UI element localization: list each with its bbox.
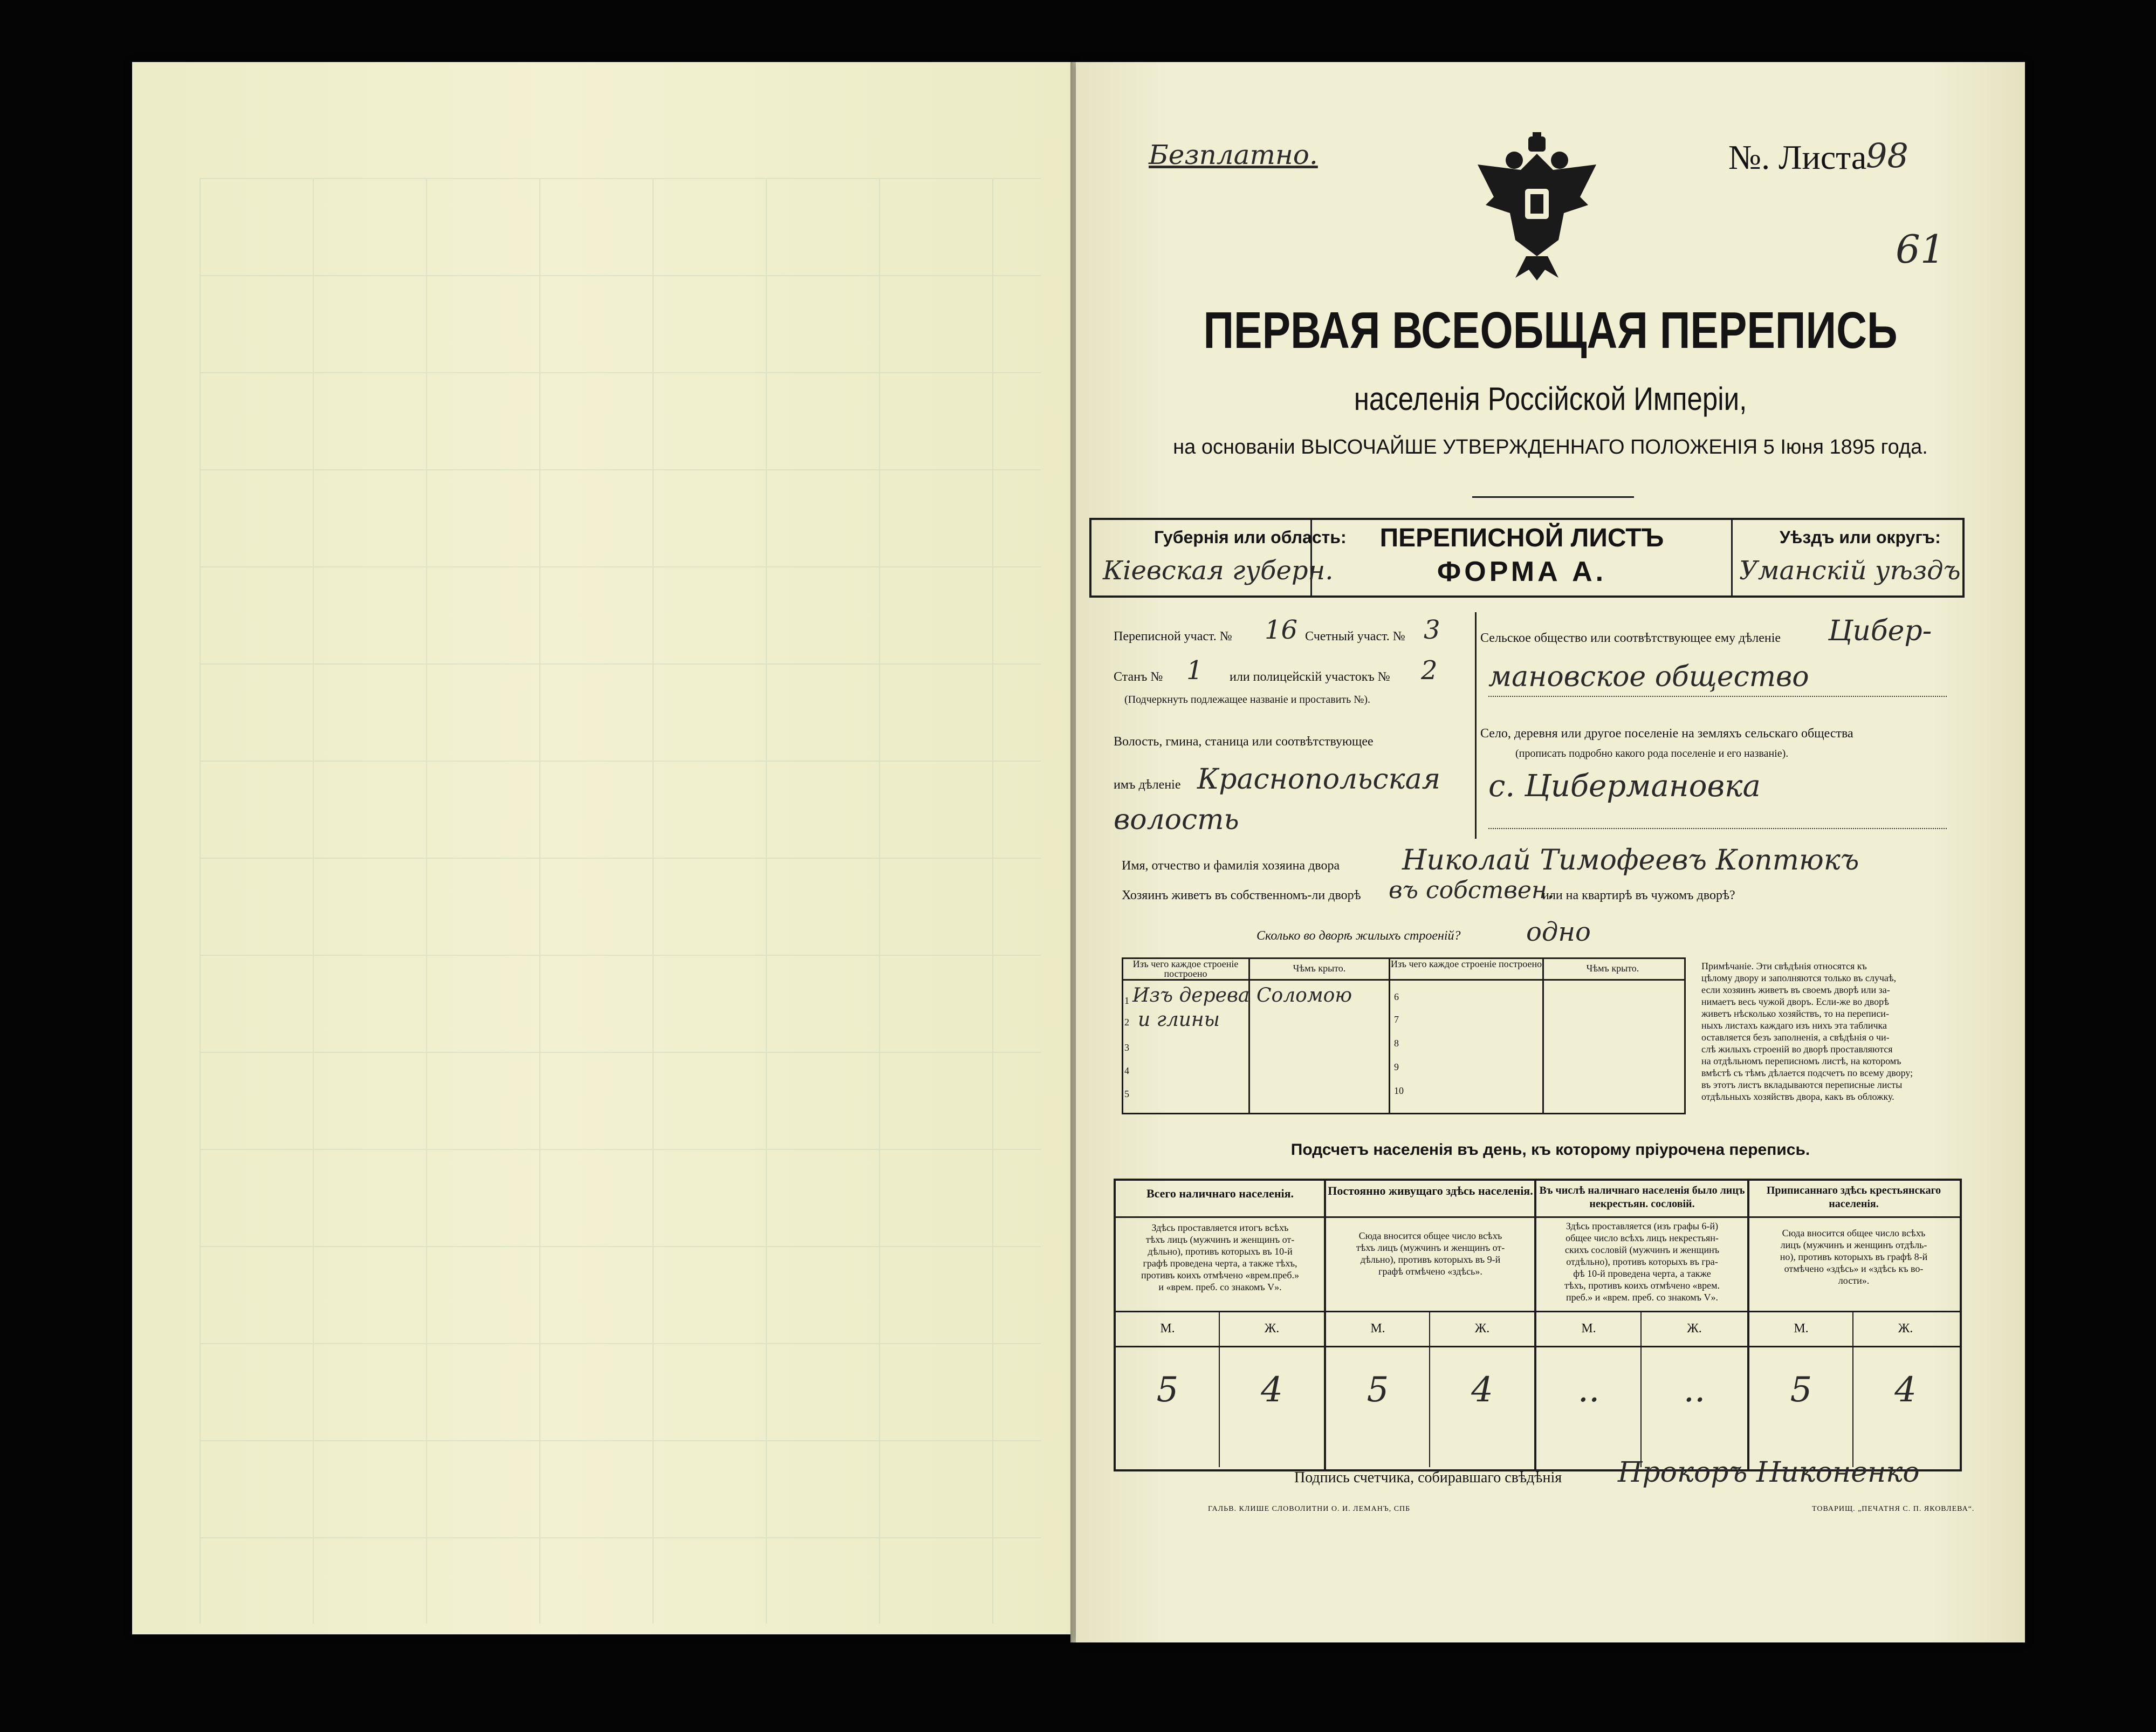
police-value: 2 (1421, 655, 1438, 686)
count-col-desc (1750, 1227, 1958, 1286)
stan-value: 1 (1186, 655, 1203, 686)
buildings-header-material-1: Изъ чего каждое строеніе построено (1132, 959, 1239, 979)
buildings-table (1122, 957, 1686, 1114)
signature-value: Прокоръ Никоненко (1618, 1456, 1920, 1489)
buildings-col-1 (1248, 957, 1250, 1114)
note-line: живетъ нѣсколько хозяйствъ, то на переписи- (1701, 1008, 1889, 1019)
desc-line: преб.» и «врем. преб. со знакомъ V». (1566, 1292, 1718, 1303)
desc-line: тѣхъ, противъ коихъ отмѣчено «врем. (1564, 1280, 1720, 1291)
desc-line: фѣ 10-й проведена черта, а также (1573, 1268, 1711, 1279)
buildings-header-roof-1: Чѣмъ крыто. (1293, 963, 1346, 974)
note-line: въ этотъ листъ вкладываются переписные листы (1701, 1079, 1903, 1090)
building-row-number: 10 (1394, 1085, 1404, 1096)
legal-basis: на основаніи ВЫСОЧАЙШЕ УТВЕРЖДЕННАГО ПОЛОЖЕНІЯ 5 Іюня 1895 года. (1173, 436, 1928, 458)
village-underline (1488, 828, 1947, 829)
desc-line: отдѣльно), противъ которыхъ въ гра- (1566, 1256, 1718, 1267)
buildings-header-rule (1122, 979, 1685, 981)
form-subtitle: ФОРМА А. (1437, 556, 1607, 587)
note-line: вмѣстѣ съ тѣмъ дѣлается подсчетъ по всему двору; (1701, 1067, 1913, 1078)
volost-label-1: Волость, гмина, станица или соотвѣтствующее (1114, 735, 1374, 749)
desc-line: тѣхъ лицъ (мужчинъ и женщинъ от- (1356, 1242, 1505, 1253)
desc-line: тѣхъ лицъ (мужчинъ и женщинъ от- (1145, 1234, 1295, 1245)
printer-imprint-left: ГАЛЬВ. КЛИШЕ СЛОВОЛИТНИ О. И. ЛЕМАНЪ, СПБ (1208, 1505, 1411, 1513)
count-desc-rule (1114, 1311, 1960, 1312)
building-row-number: 1 (1124, 995, 1129, 1006)
count-col-title: Въ числѣ наличнаго населенія было лицъ некрестьян. сословій. (1539, 1185, 1745, 1210)
building-row-number: 4 (1124, 1065, 1129, 1076)
buildings-label: Сколько во дворѣ жилыхъ строеній? (1256, 929, 1461, 943)
note-line: если хозяинъ живетъ въ своемъ дворѣ или за- (1701, 984, 1890, 995)
village-label: Село, деревня или другое поселеніе на земляхъ сельскаго общества (1480, 727, 1853, 741)
count-value: 4 (1894, 1370, 1917, 1410)
note-line: нимаетъ весь чужой дворъ. Если-же во дворѣ (1701, 996, 1889, 1007)
male-label: М. (1160, 1322, 1175, 1336)
buildings-header-material-2: Изъ чего каждое строеніе построено (1390, 959, 1542, 969)
building-row-number: 2 (1124, 1017, 1129, 1028)
note-line: оставляется безъ заполненія, а свѣдѣнія о чи- (1701, 1032, 1890, 1043)
count-section-title: Подсчетъ населенія въ день, къ которому пріурочена перепись. (1290, 1141, 1810, 1159)
residence-label-1: Хозяинъ живетъ въ собственномъ-ли дворѣ (1122, 888, 1361, 902)
buildings-col-3 (1542, 957, 1544, 1114)
desc-line: Сюда вносится общее число всѣхъ (1358, 1230, 1502, 1241)
region-divider-2 (1731, 518, 1733, 595)
count-value: 5 (1790, 1370, 1812, 1410)
buildings-col-2 (1389, 957, 1390, 1114)
residence-value: въ собствен. (1389, 877, 1555, 904)
volost-label-2: имъ дѣленіе (1114, 778, 1181, 792)
owner-label: Имя, отчество и фамилія хозяина двора (1122, 859, 1340, 873)
count-col-desc (1327, 1230, 1534, 1277)
residence-label-2: или на квартирѣ въ чужомъ дворѣ? (1542, 888, 1735, 902)
building-row-number: 7 (1394, 1014, 1399, 1025)
fields-divider (1475, 612, 1477, 839)
left-page (132, 62, 1073, 1634)
male-label: М. (1581, 1322, 1596, 1336)
desc-line: отмѣчено «здѣсь» и «здѣсь къ во- (1784, 1263, 1924, 1274)
printer-imprint-right: ТОВАРИЩ. „ПЕЧАТНЯ С. П. ЯКОВЛЕВА“. (1812, 1505, 1975, 1513)
note-line: ныхъ листахъ каждаго изъ нихъ эта табличка (1701, 1020, 1887, 1031)
building-row-number: 8 (1394, 1038, 1399, 1049)
uezd-value: Уманскій уѣздъ (1739, 556, 1961, 586)
buildings-header-roof-2: Чѣмъ крыто. (1586, 963, 1639, 974)
desc-line: общее число всѣхъ лицъ некрестьян- (1565, 1233, 1719, 1243)
free-label: Безплатно. (1149, 139, 1318, 170)
volost-value-1: Краснопольская (1197, 763, 1441, 796)
uezd-label: Уѣздъ или округъ: (1780, 528, 1941, 547)
desc-line: скихъ сословій (мужчинъ и женщинъ (1564, 1244, 1720, 1255)
count-col-title: Всего наличнаго населенія. (1146, 1187, 1294, 1200)
count-col-desc (1537, 1220, 1747, 1303)
society-value-2: мановское общество (1488, 661, 1809, 693)
buildings-value: одно (1526, 917, 1591, 947)
desc-line: Здѣсь проставляется итогъ всѣхъ (1151, 1222, 1289, 1233)
desc-line: графѣ отмѣчено «здѣсь». (1378, 1266, 1482, 1277)
show-through-grid (200, 178, 1041, 1624)
sheet-number-value: 98 (1866, 136, 1908, 175)
female-label: Ж. (1264, 1322, 1280, 1336)
male-label: М. (1794, 1322, 1809, 1336)
count-value: 4 (1471, 1370, 1493, 1410)
village-note: (прописать подробно какого рода поселеніе и его названіе). (1515, 748, 1789, 759)
count-col-title: Постоянно живущаго здѣсь населенія. (1328, 1184, 1533, 1197)
buildings-note (1701, 960, 1958, 1103)
count-col-divider (1534, 1179, 1536, 1469)
form-title: ПЕРЕПИСНОЙ ЛИСТЪ (1379, 524, 1664, 552)
desc-line: дѣльно), противъ которыхъ въ 9-й (1360, 1254, 1501, 1265)
desc-line: и «врем. преб. со знакомъ V». (1158, 1282, 1282, 1292)
desc-line: противъ коихъ отмѣчено «врем.преб.» (1141, 1270, 1299, 1281)
count-value: 5 (1367, 1370, 1389, 1410)
ornament-rule (1472, 496, 1634, 498)
desc-line: но), противъ которыхъ въ графѣ 8-й (1780, 1251, 1928, 1262)
sheet-number-label: №. Листа (1728, 138, 1867, 176)
count-value: 4 (1261, 1370, 1283, 1410)
society-value-1: Цибер- (1828, 615, 1932, 647)
building-row-number: 5 (1124, 1089, 1129, 1099)
building-row-material: и глины (1138, 1009, 1220, 1031)
subtitle: населенія Россійской Имперіи, (1354, 381, 1747, 417)
stan-label: Станъ № (1114, 670, 1163, 684)
note-line: отдѣльныхъ хозяйствъ двора, какъ въ обложку. (1701, 1091, 1894, 1102)
building-row-number: 6 (1394, 991, 1399, 1002)
male-label: М. (1370, 1322, 1385, 1336)
archive-number: 61 (1896, 227, 1945, 272)
count-value: 5 (1156, 1370, 1179, 1410)
building-row-number: 3 (1124, 1042, 1129, 1053)
count-mf-rule (1114, 1346, 1960, 1347)
count-col-title: Приписаннаго здѣсь крестьянскаго населенія. (1766, 1185, 1941, 1210)
count-district-value: 3 (1424, 615, 1440, 645)
census-district-value: 16 (1265, 615, 1298, 645)
note-line: слѣ жилыхъ строеній во дворѣ проставляются (1701, 1044, 1893, 1055)
desc-line: дѣльно), противъ которыхъ въ 10-й (1148, 1246, 1293, 1257)
desc-line: Здѣсь проставляется (изъ графы 6-й) (1565, 1221, 1719, 1231)
main-title: ПЕРВАЯ ВСЕОБЩАЯ ПЕРЕПИСЬ (1203, 302, 1898, 359)
village-value: с. Цибермановка (1488, 769, 1761, 804)
stan-note: (Подчеркнуть подлежащее названіе и проставить №). (1124, 694, 1370, 706)
note-line: цѣлому двору и заполняются только въ случаѣ, (1701, 973, 1897, 983)
society-label: Сельское общество или соотвѣтствующее ему дѣленіе (1480, 631, 1781, 645)
building-row-roof: Соломою (1256, 984, 1352, 1007)
female-label: Ж. (1898, 1322, 1913, 1336)
note-line: Примѣчаніе. Эти свѣдѣнія относятся къ (1701, 961, 1867, 971)
building-row-number: 9 (1394, 1062, 1399, 1072)
gubernia-value: Кіевская губерн. (1103, 556, 1334, 586)
owner-value: Николай Тимофеевъ Коптюкъ (1402, 844, 1859, 877)
desc-line: лицъ (мужчинъ и женщинъ отдѣль- (1780, 1240, 1927, 1250)
female-label: Ж. (1687, 1322, 1702, 1336)
volost-value-2: волость (1114, 804, 1239, 836)
desc-line: лости». (1838, 1275, 1870, 1286)
census-district-label: Переписной участ. № (1114, 629, 1232, 643)
desc-line: Сюда вносится общее число всѣхъ (1782, 1228, 1926, 1238)
count-district-label: Счетный участ. № (1305, 629, 1405, 643)
count-col-desc (1116, 1222, 1324, 1293)
building-row-material: Изъ дерева (1132, 984, 1250, 1007)
gubernia-label: Губернія или область: (1154, 528, 1347, 547)
police-label: или полицейскій участокъ № (1230, 670, 1390, 684)
count-col-divider (1747, 1179, 1749, 1469)
count-value: .. (1577, 1370, 1600, 1410)
female-label: Ж. (1474, 1322, 1490, 1336)
signature-label: Подпись счетчика, собиравшаго свѣдѣнія (1294, 1469, 1562, 1486)
desc-line: графѣ проведена черта, а также тѣхъ, (1143, 1258, 1297, 1269)
note-line: на отдѣльномъ переписномъ листѣ, на которомъ (1701, 1056, 1901, 1066)
double-headed-eagle-emblem-icon (1472, 132, 1602, 283)
count-col-divider (1324, 1179, 1326, 1469)
society-underline (1488, 696, 1947, 697)
count-value: .. (1683, 1370, 1706, 1410)
count-header-rule (1114, 1216, 1960, 1218)
